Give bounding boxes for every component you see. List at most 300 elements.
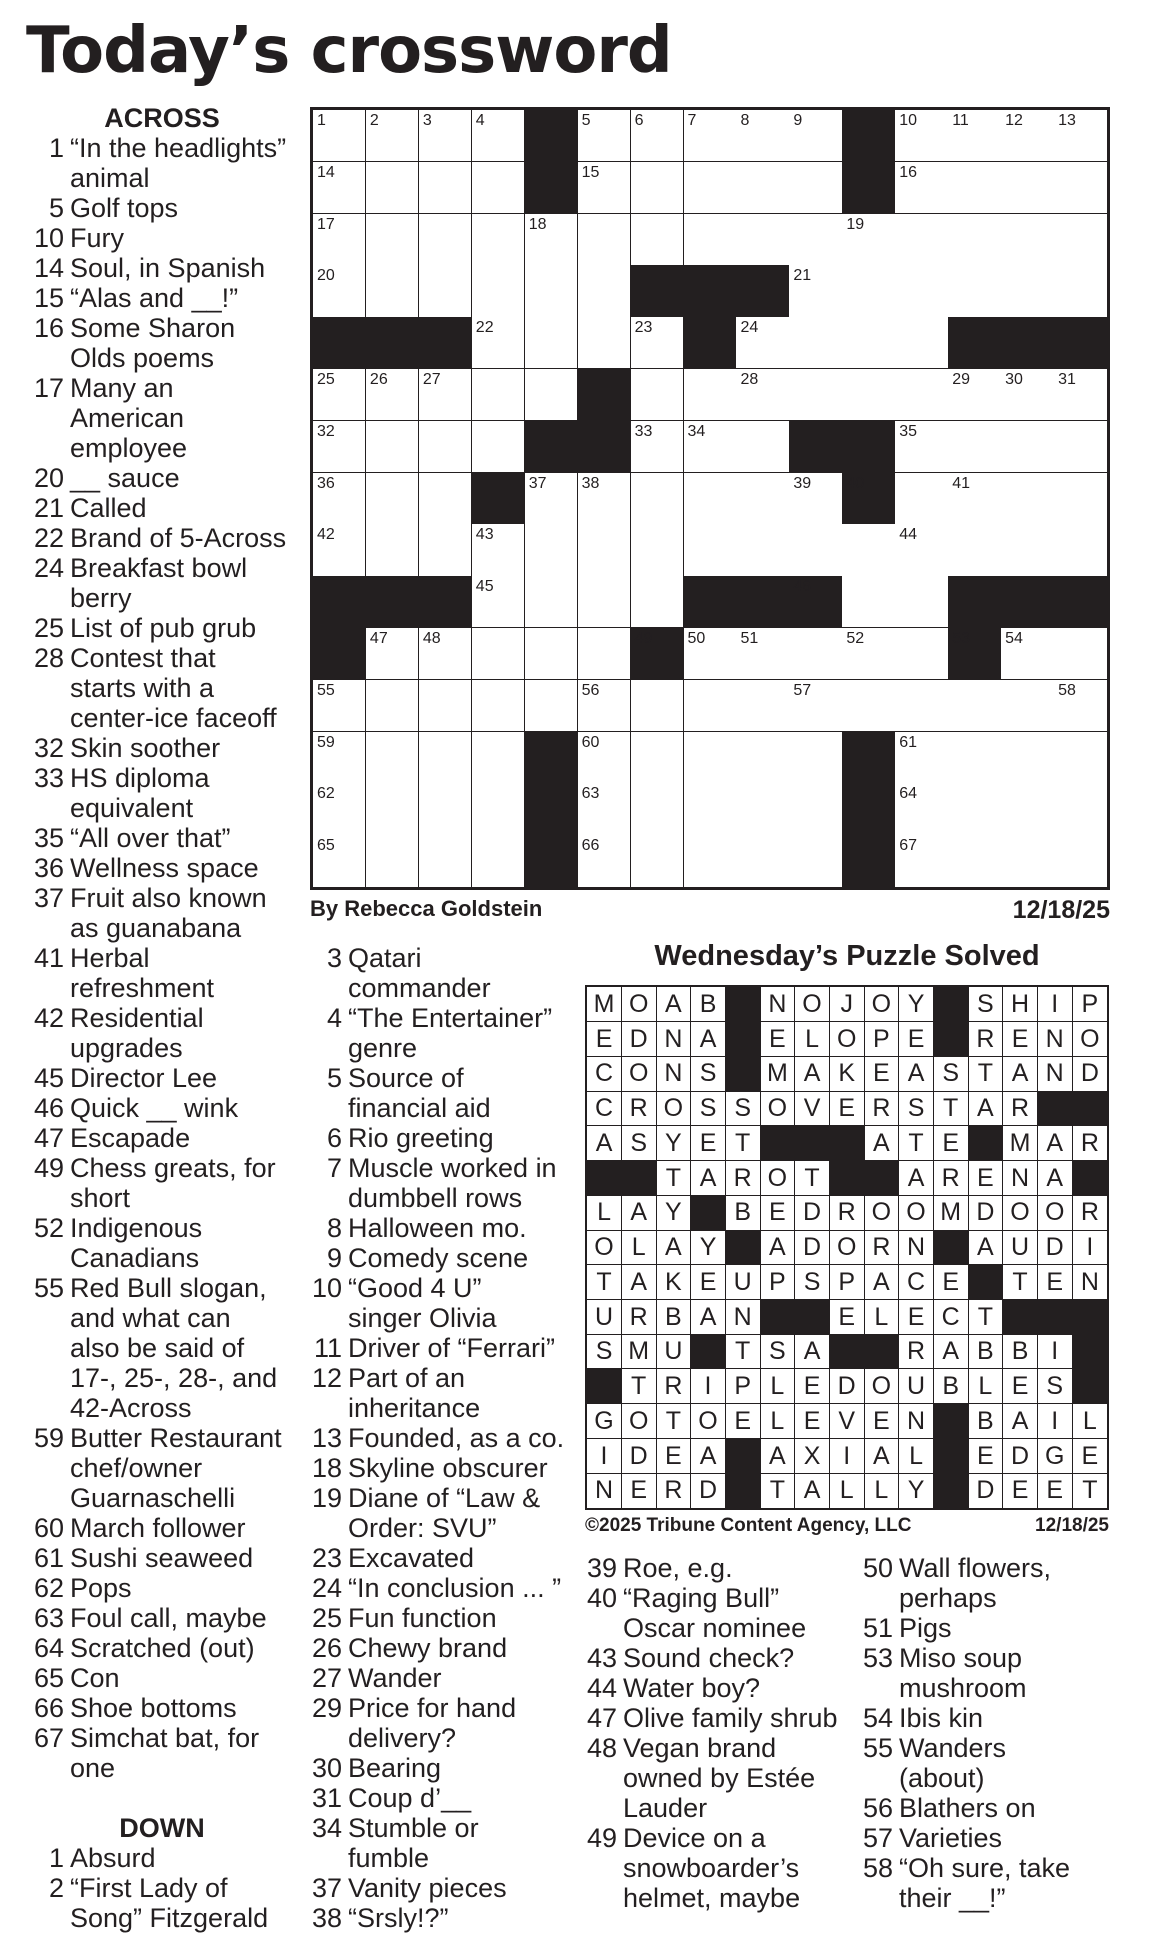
grid-cell[interactable] [842, 369, 895, 421]
clue-text: financial aid [348, 1093, 491, 1123]
grid-cell[interactable] [948, 732, 1001, 784]
cell-number: 1 [317, 112, 326, 129]
solution-cell: T [726, 1334, 761, 1369]
solution-black-square [1072, 1334, 1107, 1369]
grid-cell[interactable] [578, 628, 631, 680]
grid-cell[interactable] [313, 835, 366, 887]
clue-number: 25 [33, 613, 64, 643]
grid-cell[interactable] [842, 317, 895, 369]
clue-line [26, 1483, 298, 1513]
grid-cell[interactable] [631, 473, 684, 525]
clue-number [855, 1583, 899, 1613]
solution-black-square [691, 1195, 726, 1230]
grid-cell[interactable] [895, 473, 948, 525]
grid-cell[interactable] [895, 524, 948, 576]
grid-cell[interactable] [736, 680, 789, 732]
clue-text: Simchat bat, for [70, 1723, 260, 1753]
solution-cell: H [1003, 987, 1038, 1022]
grid-cell[interactable] [472, 732, 525, 784]
clue-number: 39 [586, 1553, 617, 1583]
grid-cell[interactable] [736, 732, 789, 784]
grid-cell[interactable] [472, 317, 525, 369]
cell-number: 28 [740, 371, 759, 388]
clue-line [26, 313, 298, 343]
solution-cell: S [968, 987, 1003, 1022]
grid-cell[interactable] [419, 783, 472, 835]
cell-number: 19 [846, 215, 865, 233]
grid-cell[interactable] [472, 783, 525, 835]
grid-cell[interactable] [472, 628, 525, 680]
grid-cell[interactable] [1054, 265, 1107, 317]
grid-cell[interactable] [895, 110, 948, 162]
clue-text: Order: SVU” [348, 1513, 497, 1543]
grid-cell[interactable] [525, 473, 578, 525]
grid-cell[interactable] [631, 524, 684, 576]
grid-cell[interactable] [736, 473, 789, 525]
clue-line [26, 1543, 298, 1573]
grid-cell[interactable] [1001, 265, 1054, 317]
grid-cell[interactable] [684, 783, 737, 835]
grid-cell[interactable] [525, 265, 578, 317]
grid-cell[interactable] [472, 110, 525, 162]
grid-cell[interactable] [1001, 162, 1054, 214]
clue-line [26, 643, 298, 673]
clue-text: “In conclusion ... ” [348, 1573, 562, 1603]
grid-cell[interactable] [789, 473, 842, 525]
grid-cell[interactable] [525, 369, 578, 421]
grid-cell[interactable] [419, 628, 472, 680]
cell-number: 43 [475, 526, 494, 544]
grid-cell[interactable] [736, 628, 789, 680]
grid-cell[interactable] [789, 369, 842, 421]
grid-cell[interactable] [366, 524, 419, 576]
grid-cell[interactable] [525, 628, 578, 680]
clue-text: 42-Across [70, 1393, 192, 1423]
clue-text: Miso soup [899, 1643, 1023, 1673]
grid-cell[interactable] [1054, 680, 1107, 732]
clue-text: Absurd [70, 1843, 156, 1873]
grid-cell[interactable] [366, 421, 419, 473]
grid-cell[interactable] [1001, 473, 1054, 525]
clue-line [304, 1243, 579, 1273]
grid-cell[interactable] [313, 680, 366, 732]
grid-cell[interactable] [472, 835, 525, 887]
clue-line [304, 1393, 579, 1423]
grid-cell[interactable] [789, 214, 842, 266]
grid-cell[interactable] [366, 162, 419, 214]
solution-cell: O [795, 987, 830, 1022]
solution-black-square [864, 1161, 899, 1196]
solution-cell: A [656, 1230, 691, 1265]
grid-cell[interactable] [789, 265, 842, 317]
clue-line [304, 1003, 579, 1033]
grid-cell[interactable] [472, 524, 525, 576]
grid-cell[interactable] [366, 214, 419, 266]
grid-cell[interactable] [366, 628, 419, 680]
grid-cell[interactable] [1001, 369, 1054, 421]
grid-cell[interactable] [895, 680, 948, 732]
grid-cell[interactable] [419, 680, 472, 732]
black-square [1001, 576, 1054, 628]
grid-cell[interactable] [419, 214, 472, 266]
clue-text: List of pub grub [70, 613, 257, 643]
grid-cell[interactable] [684, 110, 737, 162]
grid-cell[interactable] [631, 214, 684, 266]
clue-number: 42 [33, 1003, 64, 1033]
clue-text: “Oh sure, take [899, 1853, 1071, 1883]
grid-cell[interactable] [1054, 783, 1107, 835]
clue-number: 34 [311, 1813, 342, 1843]
grid-cell[interactable] [948, 473, 1001, 525]
clue-text: Pigs [899, 1613, 952, 1643]
grid-cell[interactable] [1001, 835, 1054, 887]
clue-number: 3 [326, 943, 342, 973]
solution-black-square [760, 1126, 795, 1161]
grid-cell[interactable] [684, 680, 737, 732]
clue-line [26, 1693, 298, 1723]
clue-number [304, 1723, 348, 1753]
clue-number: 29 [311, 1693, 342, 1723]
grid-cell[interactable] [313, 421, 366, 473]
clue-text: Red Bull slogan, [70, 1273, 267, 1303]
grid-cell[interactable] [578, 473, 631, 525]
grid-cell[interactable] [736, 317, 789, 369]
grid-cell[interactable] [895, 317, 948, 369]
grid-cell[interactable] [313, 369, 366, 421]
grid-cell[interactable] [631, 421, 684, 473]
clue-number: 9 [326, 1243, 342, 1273]
grid-cell[interactable] [313, 524, 366, 576]
grid-cell[interactable] [472, 162, 525, 214]
cell-number: 67 [899, 837, 918, 855]
across-heading: ACROSS [104, 103, 220, 133]
solution-cell: B [968, 1404, 1003, 1439]
grid-cell[interactable] [631, 576, 684, 628]
grid-cell[interactable] [419, 110, 472, 162]
grid-cell[interactable] [313, 783, 366, 835]
grid-cell[interactable] [631, 110, 684, 162]
grid-cell[interactable] [419, 524, 472, 576]
solution-cell: L [968, 1369, 1003, 1404]
solution-cell: R [968, 1022, 1003, 1057]
grid-cell[interactable] [578, 783, 631, 835]
solution-black-square [726, 1439, 761, 1474]
clue-text: refreshment [70, 973, 215, 1003]
black-square [525, 732, 578, 784]
grid-cell[interactable] [948, 369, 1001, 421]
solution-cell: E [691, 1126, 726, 1161]
grid-cell[interactable] [366, 835, 419, 887]
cell-number: 24 [740, 319, 759, 337]
clue-number: 14 [33, 253, 64, 283]
clue-line [26, 133, 298, 163]
grid-cell[interactable] [631, 835, 684, 887]
cell-number: 39 [793, 474, 812, 492]
grid-cell[interactable] [366, 110, 419, 162]
grid-cell[interactable] [736, 524, 789, 576]
solution-cell: M [622, 1334, 657, 1369]
grid-cell[interactable] [895, 265, 948, 317]
grid-cell[interactable] [948, 783, 1001, 835]
grid-cell[interactable] [948, 162, 1001, 214]
clue-line [304, 1753, 579, 1783]
grid-cell[interactable] [789, 783, 842, 835]
solution-cell: D [968, 1473, 1003, 1508]
grid-cell[interactable] [1054, 473, 1107, 525]
clue-text: Foul call, maybe [70, 1603, 267, 1633]
grid-cell[interactable] [895, 421, 948, 473]
solution-cell: T [726, 1126, 761, 1161]
grid-cell[interactable] [631, 680, 684, 732]
solution-cell: E [1003, 1369, 1038, 1404]
grid-cell[interactable] [419, 835, 472, 887]
clue-line [26, 883, 298, 913]
grid-cell[interactable] [472, 680, 525, 732]
grid-cell[interactable] [578, 524, 631, 576]
grid-cell[interactable] [789, 162, 842, 214]
grid-cell[interactable] [525, 317, 578, 369]
black-square [789, 576, 842, 628]
cell-number: 35 [899, 422, 918, 440]
clue-number: 49 [33, 1153, 64, 1183]
grid-cell[interactable] [948, 524, 1001, 576]
clue-line [855, 1673, 1130, 1703]
grid-cell[interactable] [736, 369, 789, 421]
grid-cell[interactable] [578, 214, 631, 266]
grid-cell[interactable] [842, 576, 895, 628]
grid-cell[interactable] [1001, 680, 1054, 732]
clue-text: starts with a [70, 673, 215, 703]
grid-cell[interactable] [419, 473, 472, 525]
grid-cell[interactable] [631, 732, 684, 784]
grid-cell[interactable] [1001, 628, 1054, 680]
grid-cell[interactable] [631, 162, 684, 214]
grid-cell[interactable] [1054, 628, 1107, 680]
grid-cell[interactable] [525, 214, 578, 266]
cell-number: 32 [317, 422, 335, 440]
grid-cell[interactable] [313, 162, 366, 214]
grid-cell[interactable] [842, 628, 895, 680]
clue-text: one [70, 1753, 116, 1783]
solution-cell: E [1003, 1473, 1038, 1508]
grid-cell[interactable] [419, 732, 472, 784]
grid-cell[interactable] [842, 214, 895, 266]
grid-cell[interactable] [736, 835, 789, 887]
grid-cell[interactable] [684, 524, 737, 576]
grid-cell[interactable] [419, 265, 472, 317]
solution-cell: A [622, 1195, 657, 1230]
grid-cell[interactable] [578, 317, 631, 369]
clue-line [26, 523, 298, 553]
grid-cell[interactable] [472, 369, 525, 421]
clue-line [26, 1183, 298, 1213]
clue-line [26, 1513, 298, 1543]
grid-cell[interactable] [842, 680, 895, 732]
grid-cell[interactable] [736, 110, 789, 162]
grid-cell[interactable] [789, 524, 842, 576]
grid-cell[interactable] [1054, 421, 1107, 473]
grid-cell[interactable] [525, 576, 578, 628]
solution-cell: P [864, 1022, 899, 1057]
grid-cell[interactable] [1001, 732, 1054, 784]
grid-cell[interactable] [789, 628, 842, 680]
grid-cell[interactable] [419, 162, 472, 214]
clue-number: 20 [33, 463, 64, 493]
grid-cell[interactable] [1054, 732, 1107, 784]
grid-cell[interactable] [684, 628, 737, 680]
grid-cell[interactable] [895, 576, 948, 628]
black-square [1054, 576, 1107, 628]
solution-black-square [830, 1126, 865, 1161]
grid-cell[interactable] [313, 732, 366, 784]
grid-cell[interactable] [1054, 524, 1107, 576]
grid-cell[interactable] [1001, 524, 1054, 576]
grid-cell[interactable] [419, 369, 472, 421]
crossword-grid[interactable] [310, 107, 1110, 890]
grid-cell[interactable] [472, 265, 525, 317]
clue-text: Vanity pieces [348, 1873, 507, 1903]
solution-black-square [795, 1300, 830, 1335]
grid-cell[interactable] [366, 473, 419, 525]
clue-line [855, 1613, 1130, 1643]
grid-cell[interactable] [948, 110, 1001, 162]
grid-cell[interactable] [366, 680, 419, 732]
solution-cell: M [1003, 1126, 1038, 1161]
solution-cell: R [830, 1195, 865, 1230]
grid-cell[interactable] [895, 369, 948, 421]
grid-cell[interactable] [578, 162, 631, 214]
grid-cell[interactable] [525, 680, 578, 732]
grid-cell[interactable] [895, 214, 948, 266]
grid-cell[interactable] [1054, 110, 1107, 162]
grid-cell[interactable] [472, 576, 525, 628]
grid-cell[interactable] [472, 421, 525, 473]
grid-cell[interactable] [684, 835, 737, 887]
solution-cell: D [795, 1195, 830, 1230]
clue-number [26, 1453, 70, 1483]
grid-cell[interactable] [366, 783, 419, 835]
grid-cell[interactable] [684, 162, 737, 214]
grid-cell[interactable] [684, 214, 737, 266]
grid-cell[interactable] [1001, 783, 1054, 835]
clue-line [26, 1243, 298, 1273]
solution-cell: I [1038, 987, 1073, 1022]
grid-cell[interactable] [736, 421, 789, 473]
grid-cell[interactable] [1054, 162, 1107, 214]
grid-cell[interactable] [684, 421, 737, 473]
grid-cell[interactable] [789, 680, 842, 732]
grid-cell[interactable] [684, 473, 737, 525]
grid-cell[interactable] [1001, 214, 1054, 266]
solution-cell: N [1038, 1056, 1073, 1091]
grid-cell[interactable] [366, 369, 419, 421]
grid-cell[interactable] [948, 835, 1001, 887]
clue-line [579, 1823, 854, 1853]
grid-cell[interactable] [578, 680, 631, 732]
grid-cell[interactable] [842, 265, 895, 317]
grid-cell[interactable] [789, 835, 842, 887]
grid-cell[interactable] [578, 835, 631, 887]
grid-cell[interactable] [948, 214, 1001, 266]
solution-cell: A [760, 1439, 795, 1474]
grid-cell[interactable] [313, 214, 366, 266]
solution-cell: N [899, 1404, 934, 1439]
grid-cell[interactable] [948, 680, 1001, 732]
clue-text: helmet, maybe [623, 1883, 801, 1913]
clue-line [26, 703, 298, 733]
grid-cell[interactable] [895, 835, 948, 887]
clue-text: Called [70, 493, 147, 523]
grid-cell[interactable] [736, 783, 789, 835]
clue-number [26, 1183, 70, 1213]
grid-cell[interactable] [366, 732, 419, 784]
grid-cell[interactable] [948, 421, 1001, 473]
grid-cell[interactable] [578, 265, 631, 317]
grid-cell[interactable] [842, 524, 895, 576]
clue-text: Vegan brand [623, 1733, 777, 1763]
clue-text: “First Lady of [70, 1873, 228, 1903]
grid-cell[interactable] [895, 628, 948, 680]
solution-cell: U [899, 1369, 934, 1404]
cell-number: 47 [369, 630, 388, 647]
grid-cell[interactable] [895, 732, 948, 784]
clue-line [304, 1453, 579, 1483]
solution-cell: K [830, 1056, 865, 1091]
grid-cell[interactable] [366, 265, 419, 317]
clue-line [579, 1613, 854, 1643]
clue-number: 23 [311, 1543, 342, 1573]
grid-cell[interactable] [736, 162, 789, 214]
grid-cell[interactable] [684, 369, 737, 421]
grid-cell[interactable] [1054, 835, 1107, 887]
grid-cell[interactable] [736, 214, 789, 266]
grid-cell[interactable] [578, 576, 631, 628]
grid-cell[interactable] [789, 732, 842, 784]
clue-line [855, 1793, 1130, 1823]
grid-cell[interactable] [313, 110, 366, 162]
grid-cell[interactable] [895, 783, 948, 835]
grid-cell[interactable] [472, 214, 525, 266]
grid-cell[interactable] [525, 524, 578, 576]
grid-cell[interactable] [1054, 214, 1107, 266]
grid-cell[interactable] [684, 732, 737, 784]
grid-cell[interactable] [1001, 110, 1054, 162]
clue-number: 55 [862, 1733, 893, 1763]
cell-number: 60 [581, 733, 600, 751]
grid-cell[interactable] [313, 265, 366, 317]
grid-cell[interactable] [578, 732, 631, 784]
clue-number [579, 1853, 623, 1883]
grid-cell[interactable] [895, 162, 948, 214]
grid-cell[interactable] [631, 783, 684, 835]
grid-cell[interactable] [419, 421, 472, 473]
grid-cell[interactable] [631, 317, 684, 369]
grid-cell[interactable] [948, 265, 1001, 317]
solution-cell: E [830, 1091, 865, 1126]
grid-cell[interactable] [1054, 369, 1107, 421]
grid-cell[interactable] [578, 110, 631, 162]
clue-line [855, 1643, 1130, 1673]
grid-cell[interactable] [313, 473, 366, 525]
grid-cell[interactable] [789, 317, 842, 369]
clue-line [304, 943, 579, 973]
grid-cell[interactable] [1001, 421, 1054, 473]
clue-line [855, 1853, 1130, 1883]
grid-cell[interactable] [789, 110, 842, 162]
solution-cell: S [934, 1056, 969, 1091]
solution-grid [585, 985, 1109, 1510]
grid-cell[interactable] [631, 369, 684, 421]
